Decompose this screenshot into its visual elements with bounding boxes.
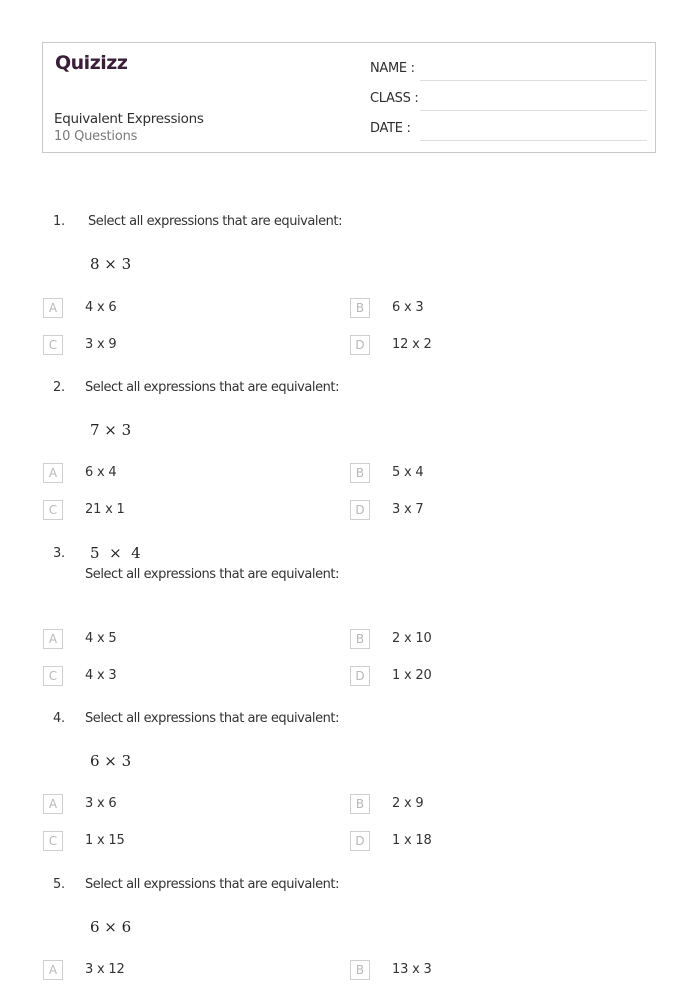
option-b-text: 6 x 3	[392, 300, 424, 315]
option-b-box[interactable]: B	[350, 298, 370, 318]
question-number: 3.	[53, 546, 65, 561]
option-d-text: 12 x 2	[392, 337, 432, 352]
option-b-text: 2 x 10	[392, 631, 432, 646]
class-field[interactable]	[370, 91, 647, 111]
class-line[interactable]	[420, 110, 647, 111]
question-number: 2.	[53, 380, 65, 395]
question-number: 5.	[53, 877, 65, 892]
question-prompt: Select all expressions that are equivalent:	[88, 214, 343, 229]
question-prompt: Select all expressions that are equivalent:	[85, 380, 340, 395]
question-number: 4.	[53, 711, 65, 726]
option-a-text: 3 x 12	[85, 962, 125, 977]
date-field[interactable]	[370, 121, 647, 141]
option-a-text: 3 x 6	[85, 796, 117, 811]
name-line[interactable]	[420, 80, 647, 81]
question-prompt: Select all expressions that are equivalent:	[85, 567, 340, 582]
option-b-box[interactable]: B	[350, 960, 370, 980]
option-c-text: 4 x 3	[85, 668, 117, 683]
option-b-text: 2 x 9	[392, 796, 424, 811]
worksheet-title: Equivalent Expressions	[54, 111, 204, 127]
option-a-box[interactable]: A	[43, 298, 63, 318]
option-a-text: 4 x 6	[85, 300, 117, 315]
option-d-text: 3 x 7	[392, 502, 424, 517]
option-a-box[interactable]: A	[43, 463, 63, 483]
option-a-box[interactable]: A	[43, 960, 63, 980]
option-a-text: 4 x 5	[85, 631, 117, 646]
option-c-text: 3 x 9	[85, 337, 117, 352]
option-c-box[interactable]: C	[43, 500, 63, 520]
option-a-box[interactable]: A	[43, 629, 63, 649]
option-d-box[interactable]: D	[350, 666, 370, 686]
question-expression: 6 × 6	[90, 918, 132, 936]
name-field[interactable]	[370, 61, 647, 81]
option-d-text: 1 x 20	[392, 668, 432, 683]
name-label: NAME :	[370, 61, 415, 76]
question-prompt: Select all expressions that are equivalent:	[85, 877, 340, 892]
option-b-box[interactable]: B	[350, 463, 370, 483]
option-c-text: 21 x 1	[85, 502, 125, 517]
quizizz-logo: Quizizz	[55, 52, 128, 74]
question-number: 1.	[53, 214, 65, 229]
option-d-box[interactable]: D	[350, 831, 370, 851]
option-a-box[interactable]: A	[43, 794, 63, 814]
question-expression: 5 × 4	[90, 544, 141, 562]
question-expression: 7 × 3	[90, 421, 132, 439]
option-c-box[interactable]: C	[43, 831, 63, 851]
question-prompt: Select all expressions that are equivalent:	[85, 711, 340, 726]
option-d-text: 1 x 18	[392, 833, 432, 848]
question-expression: 8 × 3	[90, 255, 132, 273]
date-label: DATE :	[370, 121, 411, 136]
question-expression: 6 × 3	[90, 752, 132, 770]
option-c-text: 1 x 15	[85, 833, 125, 848]
option-b-text: 5 x 4	[392, 465, 424, 480]
question-count: 10 Questions	[54, 129, 138, 144]
option-a-text: 6 x 4	[85, 465, 117, 480]
option-d-box[interactable]: D	[350, 335, 370, 355]
option-c-box[interactable]: C	[43, 666, 63, 686]
option-b-text: 13 x 3	[392, 962, 432, 977]
date-line[interactable]	[420, 140, 647, 141]
option-b-box[interactable]: B	[350, 629, 370, 649]
option-d-box[interactable]: D	[350, 500, 370, 520]
option-b-box[interactable]: B	[350, 794, 370, 814]
class-label: CLASS :	[370, 91, 419, 106]
option-c-box[interactable]: C	[43, 335, 63, 355]
worksheet-header	[42, 42, 656, 153]
